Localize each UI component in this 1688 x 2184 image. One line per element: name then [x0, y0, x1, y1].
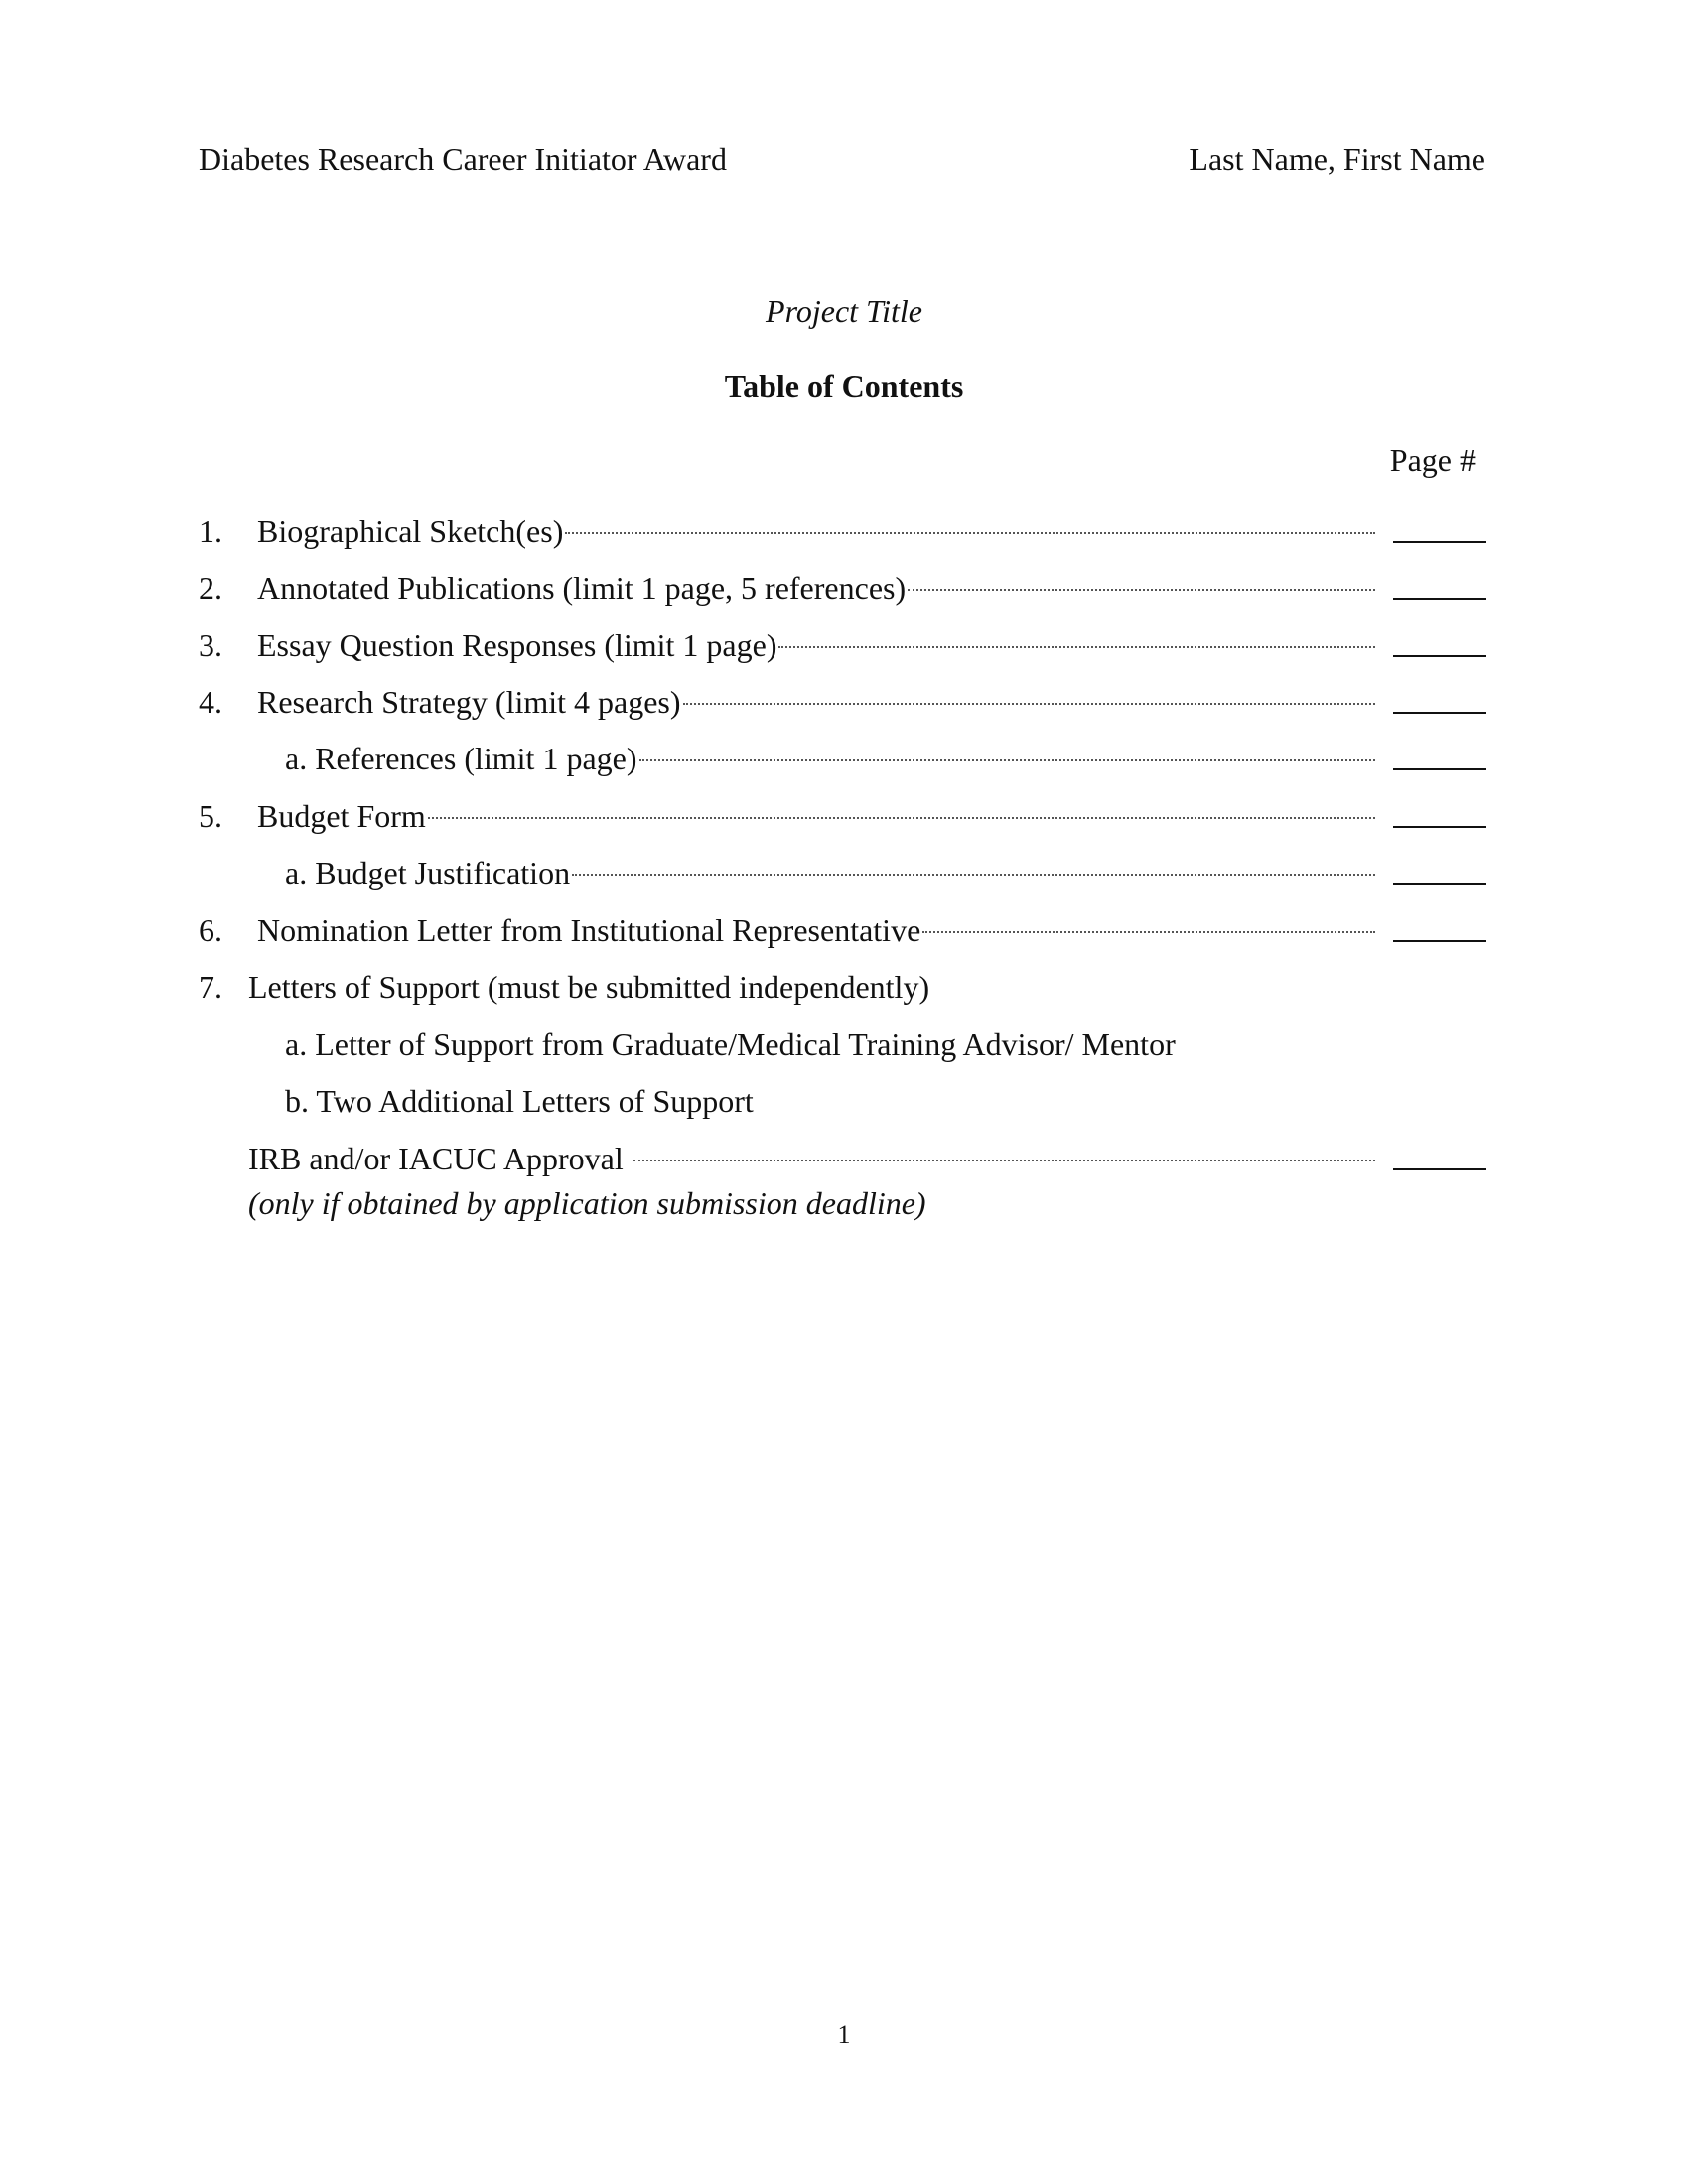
toc-item-essay-responses	[199, 623, 1486, 667]
page-number-blank	[1393, 655, 1486, 657]
page-number-blank	[1393, 1168, 1486, 1170]
dot-leader	[639, 759, 1376, 761]
header-applicant-name: Last Name, First Name	[1189, 141, 1485, 177]
page-number-blank	[1393, 826, 1486, 828]
dot-leader	[428, 817, 1375, 819]
page-number-blank	[1393, 940, 1486, 942]
toc-item-label: b. Two Additional Letters of Support	[285, 1083, 754, 1119]
toc-item-label: Letters of Support (must be submitted independently)	[248, 969, 930, 1005]
toc-item-number: 7.	[199, 969, 222, 1005]
toc-item-label: a. References (limit 1 page)	[285, 741, 637, 776]
toc-subitem-mentor-letter	[199, 1023, 1486, 1066]
toc-item-biographical-sketch	[199, 509, 1486, 553]
toc-item-label: IRB and/or IACUC Approval	[248, 1141, 624, 1176]
irb-approval-note: (only if obtained by application submission deadline)	[248, 1185, 926, 1221]
page-number-blank	[1393, 883, 1486, 885]
toc-item-budget-form	[199, 794, 1486, 838]
toc-item-number: 4.	[199, 684, 222, 720]
toc-item-label: a. Letter of Support from Graduate/Medical Training Advisor/ Mentor	[285, 1026, 1176, 1062]
dot-leader	[633, 1160, 1375, 1161]
toc-item-irb-iacuc-approval	[199, 1137, 1486, 1180]
toc-item-research-strategy	[199, 680, 1486, 724]
page-number-column-label: Page #	[1389, 442, 1476, 478]
toc-item-label: Biographical Sketch(es)	[257, 513, 564, 549]
dot-leader	[683, 703, 1375, 705]
toc-subitem-budget-justification	[199, 851, 1486, 894]
toc-heading: Table of Contents	[724, 368, 964, 404]
project-title: Project Title	[766, 293, 922, 329]
toc-item-number: 6.	[199, 912, 222, 948]
toc-item-number: 2.	[199, 570, 222, 606]
dot-leader	[922, 931, 1375, 933]
dot-leader	[565, 532, 1375, 534]
toc-subitem-additional-letters	[199, 1079, 1486, 1123]
toc-item-nomination-letter	[199, 908, 1486, 952]
toc-item-number: 3.	[199, 627, 222, 663]
toc-item-label: Nomination Letter from Institutional Representative	[257, 912, 921, 948]
toc-item-label: Budget Form	[257, 798, 426, 834]
toc-subitem-references	[199, 737, 1486, 780]
page-number-blank	[1393, 541, 1486, 543]
page-number-blank	[1393, 768, 1486, 770]
toc-item-label: a. Budget Justification	[285, 855, 571, 890]
header-award-title: Diabetes Research Career Initiator Award	[199, 141, 727, 177]
dot-leader	[572, 874, 1375, 876]
toc-item-number: 1.	[199, 513, 222, 549]
toc-item-number: 5.	[199, 798, 222, 834]
page-number: 1	[837, 2020, 851, 2049]
toc-item-letters-of-support	[199, 965, 1486, 1009]
dot-leader	[908, 589, 1375, 591]
toc-item-annotated-publications	[199, 566, 1486, 610]
page-number-blank	[1393, 598, 1486, 600]
page-number-blank	[1393, 712, 1486, 714]
toc-item-label: Research Strategy (limit 4 pages)	[257, 684, 681, 720]
toc-item-label: Annotated Publications (limit 1 page, 5 references)	[257, 570, 907, 606]
dot-leader	[778, 646, 1375, 648]
toc-item-label: Essay Question Responses (limit 1 page)	[257, 627, 777, 663]
